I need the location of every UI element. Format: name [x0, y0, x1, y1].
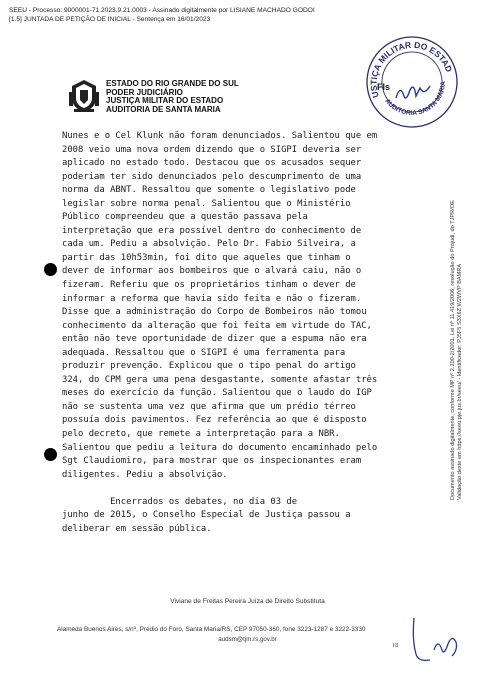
- judge-signature-line: Viviane de Freitas Pereira Juíza de Direito Substituta: [170, 598, 325, 605]
- seal-bottom-text: AUDITORIA SANTA MARIA: [383, 81, 448, 118]
- body-line: Público compreendeu que a questão passava pela: [62, 212, 308, 223]
- court-heading: [106, 80, 239, 114]
- body-line: norma da ABNT. Ressaltou que somente o legislativo pode: [62, 185, 356, 196]
- body-line: cada um. Pediu a absolvição. Pelo Dr. Fabio Silveira, a: [62, 239, 356, 250]
- court-email: audsm@tjm.rs.gov.br: [218, 636, 277, 643]
- body-line: fizeram. Referiu que os proprietários tinham o dever de: [62, 280, 356, 291]
- body-line: meses do exercício da função. Salientou que o laudo do IGP: [62, 388, 372, 399]
- digital-signature-note: [446, 200, 464, 500]
- court-justice: JUSTIÇA MILITAR DO ESTADO: [106, 96, 224, 106]
- punch-hole: [44, 263, 57, 276]
- closing-line: Encerrados os debates, no dia 03 de: [62, 496, 298, 507]
- body-line: Salientou que pediu a leitura do documento encaminhado pelo: [62, 442, 378, 453]
- body-line: possuía dois pavimentos. Fez referência ao que é disposto: [62, 415, 367, 426]
- document-body: [62, 130, 408, 536]
- punch-hole: [44, 448, 57, 461]
- process-line: SEEU - Processo: 9000001-71.2023.9.21.0003 - Assinado digitalmente por LISIANE MACHADO GODOI: [9, 7, 315, 14]
- body-line: não se sustenta uma vez que afirma que um prédio térreo: [62, 401, 356, 412]
- handwritten-signature: [408, 610, 462, 670]
- body-line: adequada. Ressaltou que o SIGPI é uma ferramenta para: [62, 347, 346, 358]
- body-line: poderiam ter sido denunciados pelo descumprimento de uma: [62, 171, 362, 182]
- body-line: Sgt Claudiomiro, para mostrar que os inspecionantes eram: [62, 456, 362, 467]
- margin-note-line: Documento assinado digitalmente, conforme MP nº 2.200-2/2001, Lei nº 11.419/2006, resolução do Projudi, do TJPR/OE: [450, 200, 456, 500]
- body-line: então não teve oportunidade de dizer que a espuma não era: [62, 334, 367, 345]
- body-line: 324, do CPM gera uma pena desgastante, somente afastar três: [62, 374, 378, 385]
- court-audit: AUDITORIA DE SANTA MARIA: [106, 104, 221, 114]
- court-power: PODER JUDICIÁRIO: [106, 87, 183, 97]
- body-line: pelo decreto, que remete a interpretação para a NBR.: [62, 429, 340, 440]
- body-line: aplicado no estado todo. Destacou que os acusados sequer: [62, 158, 362, 169]
- margin-note-line: Validação deste em https://seeu.pje.jus.br/seeu/ - Identificador: PJ5F5 S3X6Z W2WVP BAMRA: [457, 263, 464, 500]
- body-line: Nunes e o Cel Klunk não foram denunciados. Salientou que em: [62, 131, 378, 141]
- folio-label: Fls: [377, 82, 391, 92]
- body-line: informar a reforma que havia sido feita e não o fizeram.: [62, 293, 362, 304]
- state-coat-of-arms-icon: [66, 78, 102, 114]
- body-line: 2008 veio uma nova ordem dizendo que o SIGPI deveria ser: [62, 144, 362, 155]
- court-state: ESTADO DO RIO GRANDE DO SUL: [106, 79, 239, 88]
- body-line: Disse que a administração do Corpo de Bombeiros não tomou: [62, 307, 367, 318]
- body-line: dever de informar aos bombeiros que o alvará caiu, não o: [62, 266, 362, 277]
- body-line: partir das 10h53min, foi dito que aqueles que tinham o: [62, 252, 351, 263]
- juntada-line: [1.5] JUNTADA DE PETIÇÃO DE INICIAL - Sentença em 16/01/2023: [9, 16, 211, 23]
- document-header: [9, 6, 315, 24]
- body-line: legislar sobre norma penal. Salientou que o Ministério: [62, 198, 351, 209]
- body-line: conhecimento da alteração que foi feita em virtude do TAC,: [62, 320, 372, 331]
- folio-handwritten-mark: [394, 82, 434, 106]
- closing-line: deliberar em sessão pública.: [62, 523, 212, 534]
- closing-line: junho de 2015, o Conselho Especial de Justiça passou a: [62, 510, 351, 521]
- body-line: interpretação que era possível dentro do conhecimento de: [62, 225, 362, 236]
- page-number: 18: [392, 642, 399, 649]
- body-line: produzir prevenção. Explicou que o tipo penal do artigo: [62, 361, 356, 372]
- body-line: diligentes. Pediu a absolvição.: [62, 469, 228, 480]
- court-address: Alameda Buenos Aires, s/nº, Prédio do Foro, Santa Maria/RS, CEP 97050-360, fone 3223-1287 e 3222-3330: [57, 626, 366, 633]
- seal-top-text: JUSTIÇA MILITAR DO ESTADO: [368, 39, 455, 99]
